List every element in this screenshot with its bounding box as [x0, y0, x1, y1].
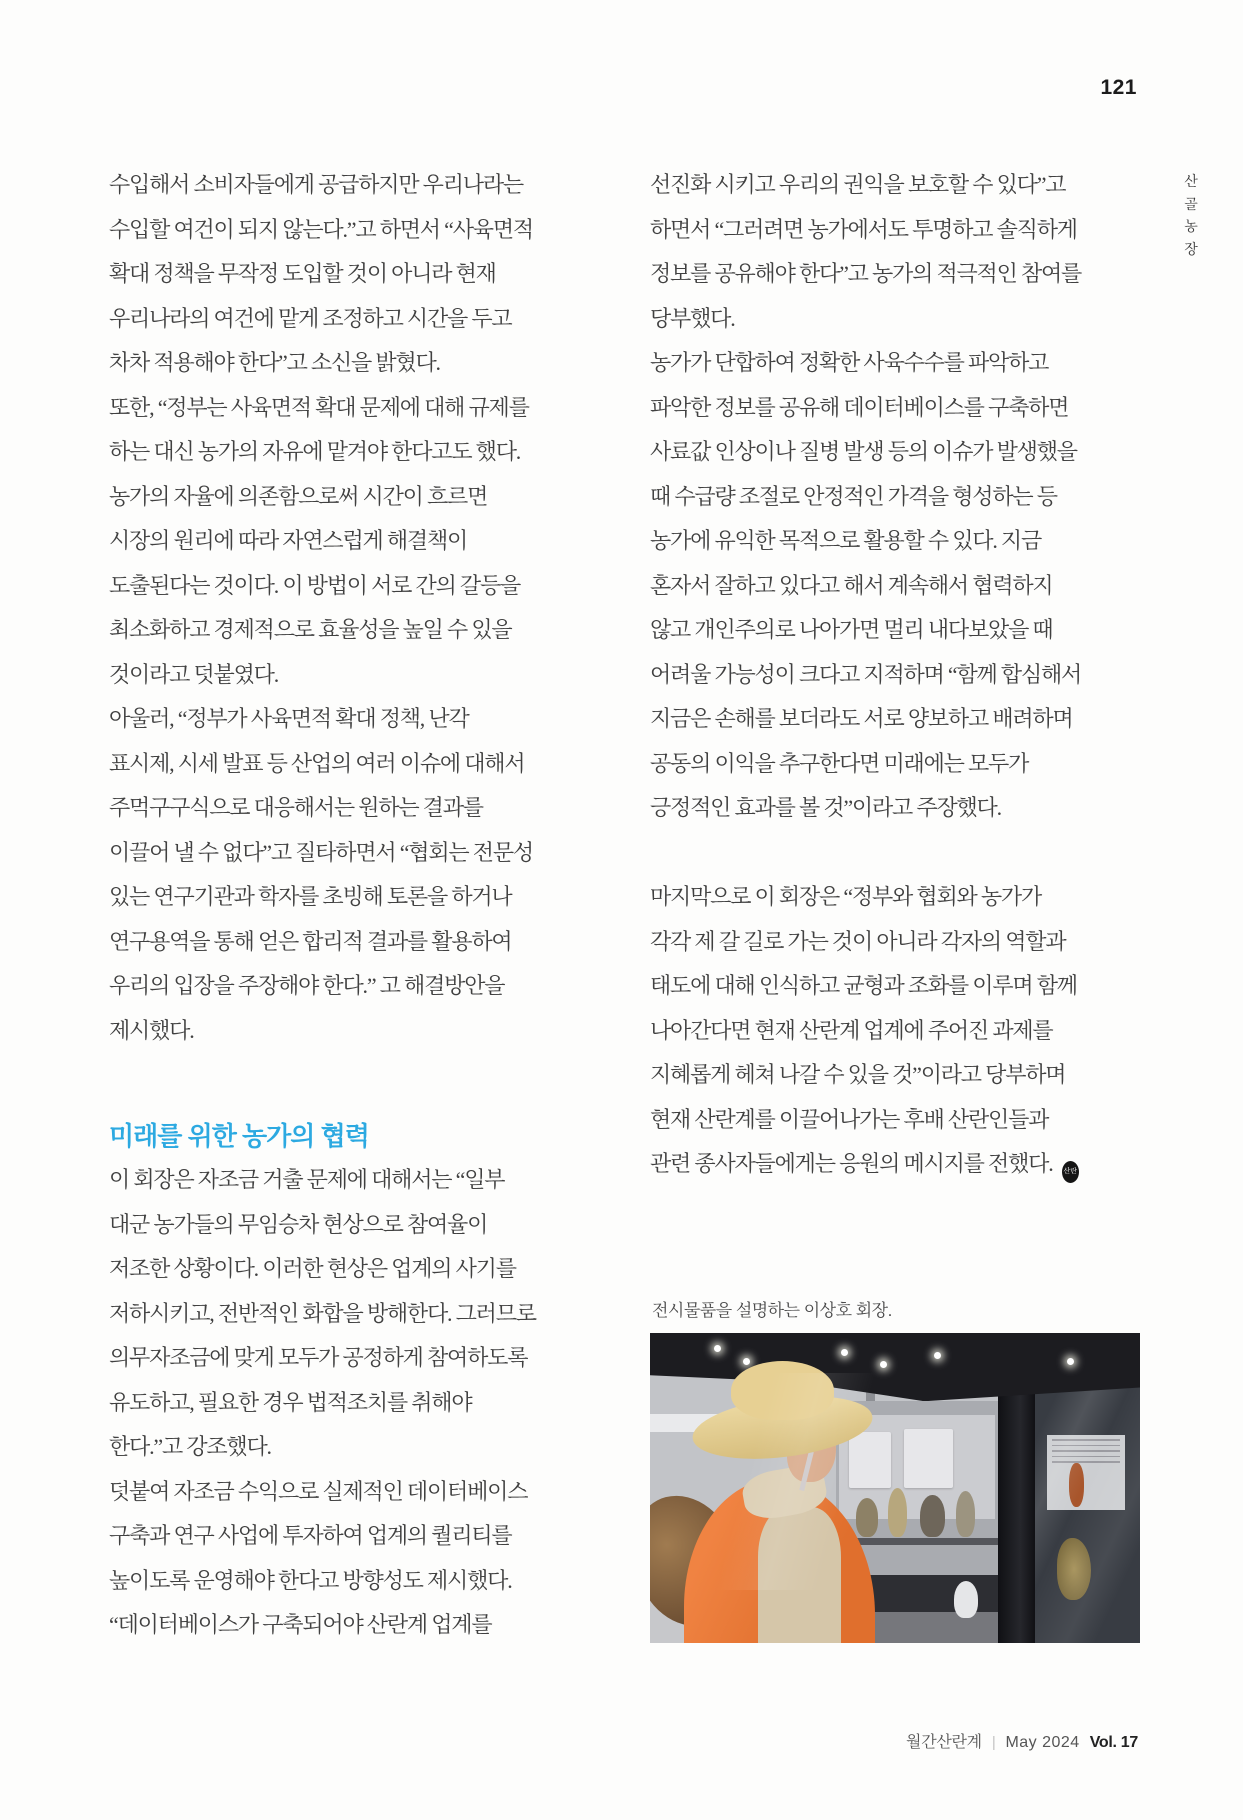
text-line: 것이라고 덧붙였다.	[109, 661, 279, 687]
article-end-mark-icon: 산란	[1062, 1161, 1079, 1183]
text-line: 않고 개인주의로 나아가면 멀리 내다보았을 때	[650, 617, 1053, 642]
footer-magazine-title: 월간산란계	[906, 1734, 982, 1751]
text-line: 있는 연구기관과 학자를 초빙해 토론을 하거나	[109, 884, 512, 909]
right-paragraph-2	[650, 875, 1130, 1142]
text-line: 표시제, 시세 발표 등 산업의 여러 이슈에 대해서	[109, 750, 525, 776]
right-column	[650, 163, 1130, 1187]
footer-issue: May 2024	[1005, 1734, 1080, 1751]
text-line: 높이도록 운영해야 한다고 방향성도 제시했다.	[109, 1567, 512, 1593]
last-line-text: 관련 종사자들에게는 응원의 메시지를 전했다.	[650, 1151, 1053, 1176]
footer-volume: Vol. 17	[1089, 1734, 1138, 1751]
left-paragraph-2	[109, 1158, 589, 1648]
text-line: 덧붙여 자조금 수익으로 실제적인 데이터베이스	[109, 1478, 528, 1504]
side-tab-char: 골	[1184, 195, 1198, 212]
text-line: 저조한 상황이다. 이러한 현상은 업계의 사기를	[109, 1256, 516, 1281]
text-line: 태도에 대해 인식하고 균형과 조화를 이루며 함께	[650, 973, 1077, 998]
text-line: 유도하고, 필요한 경우 법적조치를 취해야	[109, 1389, 472, 1415]
text-line: 공동의 이익을 추구한다면 미래에는 모두가	[650, 750, 1029, 776]
text-line: 지혜롭게 헤쳐 나갈 수 있을 것”이라고 당부하며	[650, 1062, 1066, 1087]
text-line: 파악한 정보를 공유해 데이터베이스를 구축하면	[650, 394, 1069, 420]
left-column	[109, 163, 589, 1648]
photo-track-light	[841, 1349, 848, 1356]
text-line: 연구용역을 통해 얻은 합리적 결과를 활용하여	[109, 928, 512, 954]
text-line: 아울러, “정부가 사육면적 확대 정책, 난각	[109, 706, 469, 731]
section-side-tab	[1181, 170, 1201, 260]
photo-track-light	[1067, 1358, 1074, 1365]
text-line: 최소화하고 경제적으로 효율성을 높일 수 있을	[109, 617, 512, 642]
text-line: 현재 산란계를 이끌어나가는 후배 산란인들과	[650, 1106, 1049, 1132]
right-paragraph-last-line	[650, 1142, 1130, 1187]
text-line: 나아간다면 현재 산란계 업계에 주어진 과제를	[650, 1017, 1053, 1043]
text-line: 구축과 연구 사업에 투자하여 업계의 퀄리티를	[109, 1523, 512, 1548]
text-line: 어려울 가능성이 크다고 지적하며 “함께 합심해서	[650, 661, 1082, 687]
text-line: 마지막으로 이 회장은 “정부와 협회와 농가가	[650, 884, 1042, 909]
page-number: 121	[1100, 76, 1137, 99]
text-line: 저하시키고, 전반적인 화합을 방해한다. 그러므로	[109, 1300, 536, 1326]
text-line: 또한, “정부는 사육면적 확대 문제에 대해 규제를	[109, 394, 529, 420]
side-tab-char: 산	[1184, 173, 1198, 189]
text-line: 수입해서 소비자들에게 공급하지만 우리나라는	[109, 172, 523, 197]
text-line: 우리의 입장을 주장해야 한다.” 고 해결방안을	[109, 973, 505, 998]
photo-glass-glare	[650, 1373, 1003, 1590]
side-tab-char: 농	[1184, 218, 1198, 234]
text-line: 긍정적인 효과를 볼 것”이라고 주장했다.	[650, 795, 1001, 820]
article-photo	[650, 1333, 1140, 1643]
photo-caption: 전시물품을 설명하는 이상호 회장.	[652, 1301, 892, 1320]
paragraph-spacer	[650, 831, 1130, 876]
text-line: 당부했다.	[650, 305, 735, 331]
page-footer	[906, 1729, 1138, 1752]
text-line: 의무자조금에 맞게 모두가 공정하게 참여하도록	[109, 1345, 528, 1370]
text-line: 선진화 시키고 우리의 권익을 보호할 수 있다”고	[650, 172, 1066, 197]
text-line: 정보를 공유해야 한다”고 농가의 적극적인 참여를	[650, 261, 1082, 286]
text-line: 수입할 여건이 되지 않는다.”고 하면서 “사육면적	[109, 216, 533, 242]
photo-track-light	[934, 1352, 941, 1359]
text-line: 이 회장은 자조금 거출 문제에 대해서는 “일부	[109, 1167, 505, 1192]
text-line: 차차 적용해야 한다”고 소신을 밝혔다.	[109, 350, 440, 375]
text-line: 시장의 원리에 따라 자연스럽게 해결책이	[109, 528, 468, 553]
text-line: 주먹구구식으로 대응해서는 원하는 결과를	[109, 795, 483, 820]
text-line: 제시했다.	[109, 1017, 194, 1043]
text-line: 하면서 “그러려면 농가에서도 투명하고 솔직하게	[650, 216, 1077, 242]
text-line: 이끌어 낼 수 없다”고 질타하면서 “협회는 전문성	[109, 839, 533, 865]
text-line: 때 수급량 조절로 안정적인 가격을 형성하는 등	[650, 483, 1057, 509]
text-line: 하는 대신 농가의 자유에 맡겨야 한다고도 했다.	[109, 439, 521, 464]
text-line: 각각 제 갈 길로 가는 것이 아니라 각자의 역할과	[650, 928, 1066, 954]
right-paragraph-1	[650, 163, 1130, 831]
text-line: 도출된다는 것이다. 이 방법이 서로 간의 갈등을	[109, 572, 521, 598]
text-line: 사료값 인상이나 질병 발생 등의 이슈가 발생했을	[650, 439, 1077, 464]
side-tab-char: 장	[1184, 240, 1198, 257]
footer-separator: |	[991, 1734, 996, 1751]
text-line: “데이터베이스가 구축되어야 산란계 업계를	[109, 1612, 492, 1637]
photo-track-light	[743, 1358, 750, 1365]
text-line: 대군 농가들의 무임승차 현상으로 참여율이	[109, 1211, 488, 1237]
text-line: 농가의 자율에 의존함으로써 시간이 흐르면	[109, 483, 488, 509]
text-line: 혼자서 잘하고 있다고 해서 계속해서 협력하지	[650, 572, 1053, 598]
left-paragraph-1	[109, 163, 589, 1053]
text-line: 농가가 단합하여 정확한 사육수수를 파악하고	[650, 350, 1049, 375]
text-line: 우리나라의 여건에 맡게 조정하고 시간을 두고	[109, 305, 512, 331]
paragraph-spacer	[109, 1053, 589, 1098]
text-line: 확대 정책을 무작정 도입할 것이 아니라 현재	[109, 261, 496, 286]
section-heading: 미래를 위한 농가의 협력	[109, 1120, 369, 1151]
text-line: 농가에 유익한 목적으로 활용할 수 있다. 지금	[650, 528, 1042, 553]
text-line: 한다.”고 강조했다.	[109, 1434, 271, 1459]
text-line: 지금은 손해를 보더라도 서로 양보하고 배려하며	[650, 706, 1073, 731]
